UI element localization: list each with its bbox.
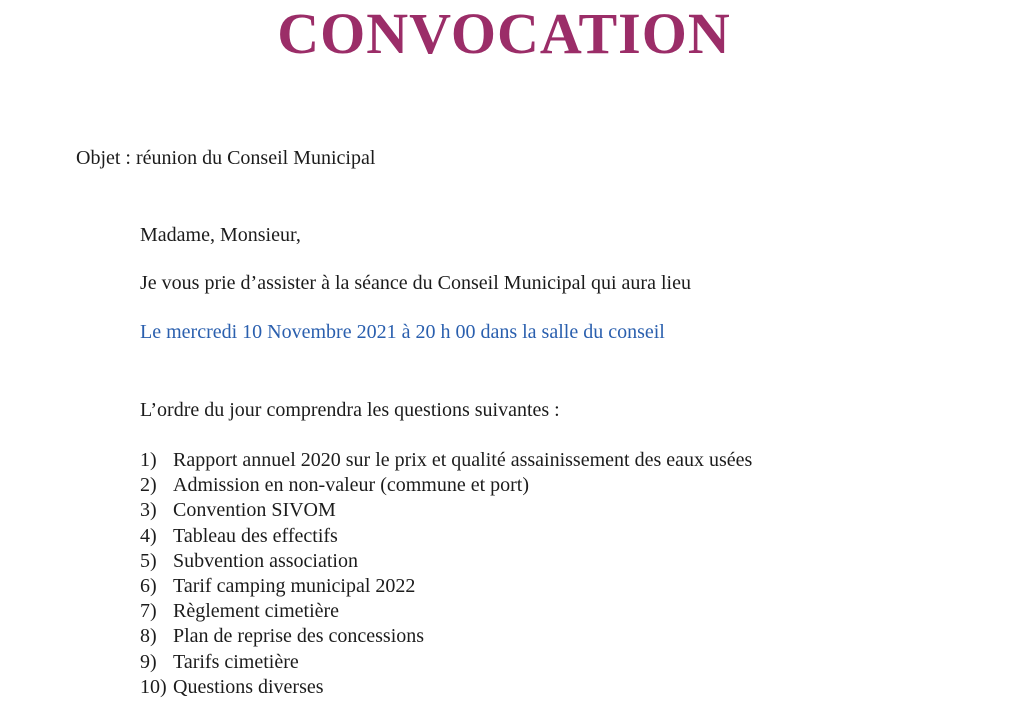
agenda-item-number: 4): [140, 524, 157, 547]
agenda-item-number: 5): [140, 549, 157, 572]
agenda-item-number: 6): [140, 574, 157, 597]
agenda-item-text: Subvention association: [173, 549, 358, 572]
agenda-item-number: 10): [140, 675, 167, 698]
agenda-item: [140, 524, 752, 549]
agenda-item-text: Plan de reprise des concessions: [173, 625, 425, 648]
agenda-item-number: 7): [140, 600, 157, 623]
agenda-item: [140, 574, 752, 599]
agenda-item-text: Tarif camping municipal 2022: [173, 574, 416, 597]
subject-line: Objet : réunion du Conseil Municipal: [76, 147, 376, 169]
agenda-item-text: Admission en non-valeur (commune et port): [173, 474, 530, 497]
agenda-item: [140, 675, 752, 700]
agenda-item-number: 2): [140, 474, 157, 497]
agenda-item-number: 8): [140, 625, 157, 648]
agenda-item: [140, 448, 752, 473]
document-title: CONVOCATION: [277, 1, 731, 66]
agenda-item: [140, 498, 752, 523]
agenda-item-number: 1): [140, 449, 157, 471]
agenda-item-text: Rapport annuel 2020 sur le prix et qualité assainissement des eaux usées: [173, 449, 753, 471]
greeting: Madame, Monsieur,: [140, 224, 301, 246]
intro-paragraph: Je vous prie d’assister à la séance du Conseil Municipal qui aura lieu: [140, 272, 691, 294]
agenda-list: [140, 448, 752, 700]
agenda-item-number: 9): [140, 650, 157, 673]
agenda-item-text: Règlement cimetière: [173, 600, 340, 623]
agenda-item-text: Tarifs cimetière: [173, 650, 299, 673]
agenda-intro: L’ordre du jour comprendra les questions suivantes :: [140, 399, 560, 421]
agenda-item: [140, 549, 752, 574]
agenda-item-number: 3): [140, 499, 157, 522]
agenda-item-text: Convention SIVOM: [173, 499, 336, 522]
agenda-item-text: Questions diverses: [173, 675, 324, 698]
meeting-date: Le mercredi 10 Novembre 2021 à 20 h 00 dans la salle du conseil: [140, 321, 665, 343]
agenda-item: [140, 650, 752, 675]
agenda-item: [140, 473, 752, 498]
agenda-item: [140, 599, 752, 624]
agenda-item-text: Tableau des effectifs: [173, 524, 338, 547]
agenda-item: [140, 624, 752, 649]
